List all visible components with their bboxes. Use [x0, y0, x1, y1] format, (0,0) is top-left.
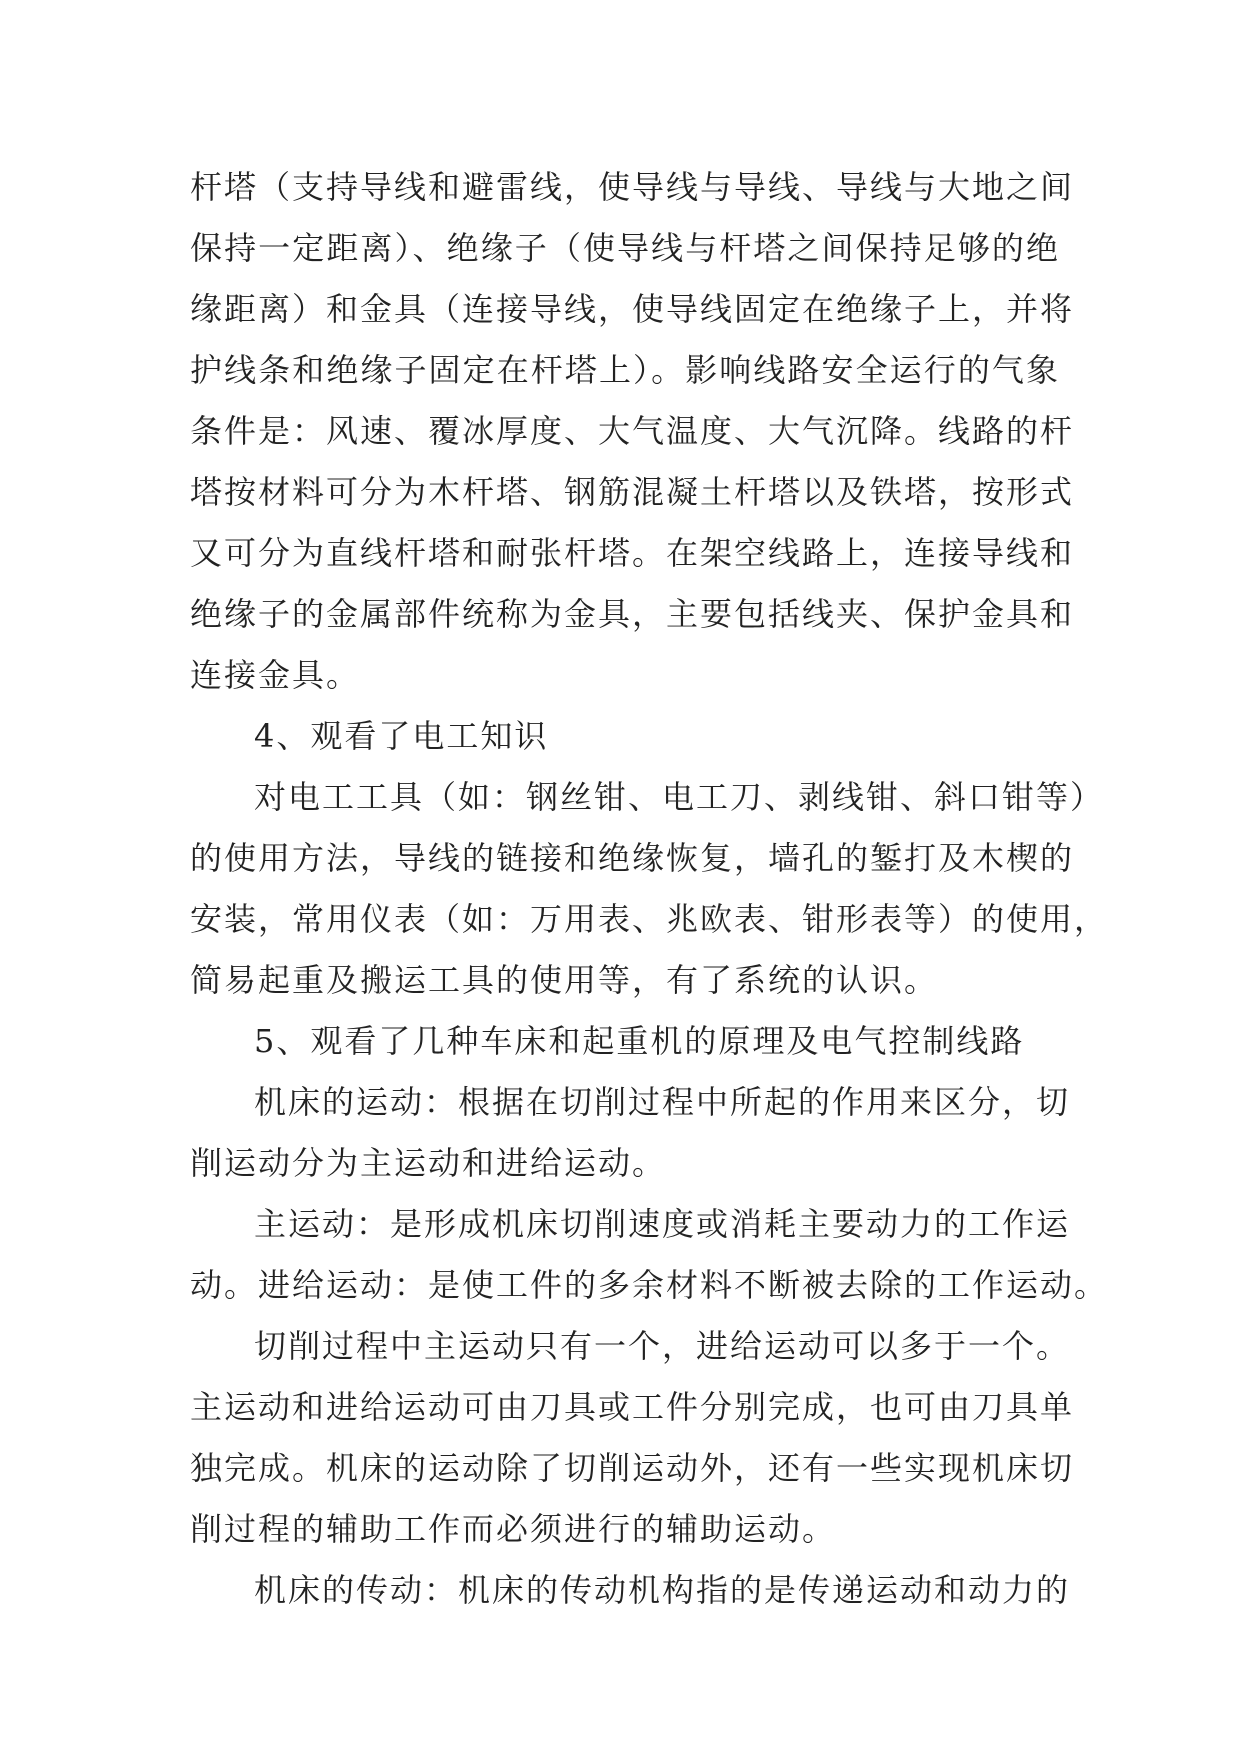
text-line: 缘距离）和金具（连接导线，使导线固定在绝缘子上，并将: [190, 290, 1075, 328]
text-line: 动。进给运动：是使工件的多余材料不断被去除的工作运动。: [190, 1266, 1109, 1304]
paragraph-power-line-structure: [190, 157, 1075, 706]
text-line: 简易起重及搬运工具的使用等，有了系统的认识。: [190, 961, 939, 999]
text-line: 绝缘子的金属部件统称为金具，主要包括线夹、保护金具和: [190, 595, 1075, 633]
text-line: 塔按材料可分为木杆塔、钢筋混凝土杆塔以及铁塔，按形式: [190, 473, 1075, 511]
text-line: 机床的运动：根据在切削过程中所起的作用来区分，切: [254, 1083, 1071, 1121]
paragraph-main-motion: [190, 1194, 1109, 1316]
text-line: 切削过程中主运动只有一个，进给运动可以多于一个。: [254, 1327, 1071, 1365]
text-line: 条件是：风速、覆冰厚度、大气温度、大气沉降。线路的杆: [190, 412, 1075, 450]
text-line: 主运动和进给运动可由刀具或工件分别完成，也可由刀具单: [190, 1388, 1075, 1426]
paragraph-machine-transmission: [190, 1560, 1071, 1621]
text-line: 护线条和绝缘子固定在杆塔上）。影响线路安全运行的气象: [190, 351, 1060, 389]
text-line: 削过程的辅助工作而必须进行的辅助运动。: [190, 1510, 837, 1548]
text-line: 保持一定距离）、绝缘子（使导线与杆塔之间保持足够的绝: [190, 229, 1060, 267]
text-line: 又可分为直线杆塔和耐张杆塔。在架空线路上，连接导线和: [190, 534, 1075, 572]
text-line: 机床的传动：机床的传动机构指的是传递运动和动力的: [254, 1571, 1071, 1609]
section-heading-electrician-knowledge: [190, 706, 1060, 767]
text-line: 独完成。机床的运动除了切削运动外，还有一些实现机床切: [190, 1449, 1075, 1487]
text-line: 对电工工具（如：钢丝钳、电工刀、剥线钳、斜口钳等）: [254, 778, 1105, 816]
text-line: 连接金具。: [190, 656, 361, 694]
text-line: 的使用方法，导线的链接和绝缘恢复，墙孔的錾打及木楔的: [190, 839, 1075, 877]
text-line: 主运动：是形成机床切削速度或消耗主要动力的工作运: [254, 1205, 1071, 1243]
text-line: 削运动分为主运动和进给运动。: [190, 1144, 667, 1182]
paragraph-electrician-tools: [190, 767, 1109, 1011]
text-line: 4、观看了电工知识: [254, 717, 549, 755]
text-line: 5、观看了几种车床和起重机的原理及电气控制线路: [254, 1022, 1025, 1060]
section-heading-lathe-crane: [190, 1011, 1060, 1072]
text-line: 安装，常用仪表（如：万用表、兆欧表、钳形表等）的使用，: [190, 900, 1109, 938]
body-text: [190, 157, 1109, 1621]
text-line: 杆塔（支持导线和避雷线，使导线与导线、导线与大地之间: [190, 168, 1075, 206]
paragraph-cutting-process: [190, 1316, 1075, 1560]
paragraph-machine-motion: [190, 1072, 1071, 1194]
